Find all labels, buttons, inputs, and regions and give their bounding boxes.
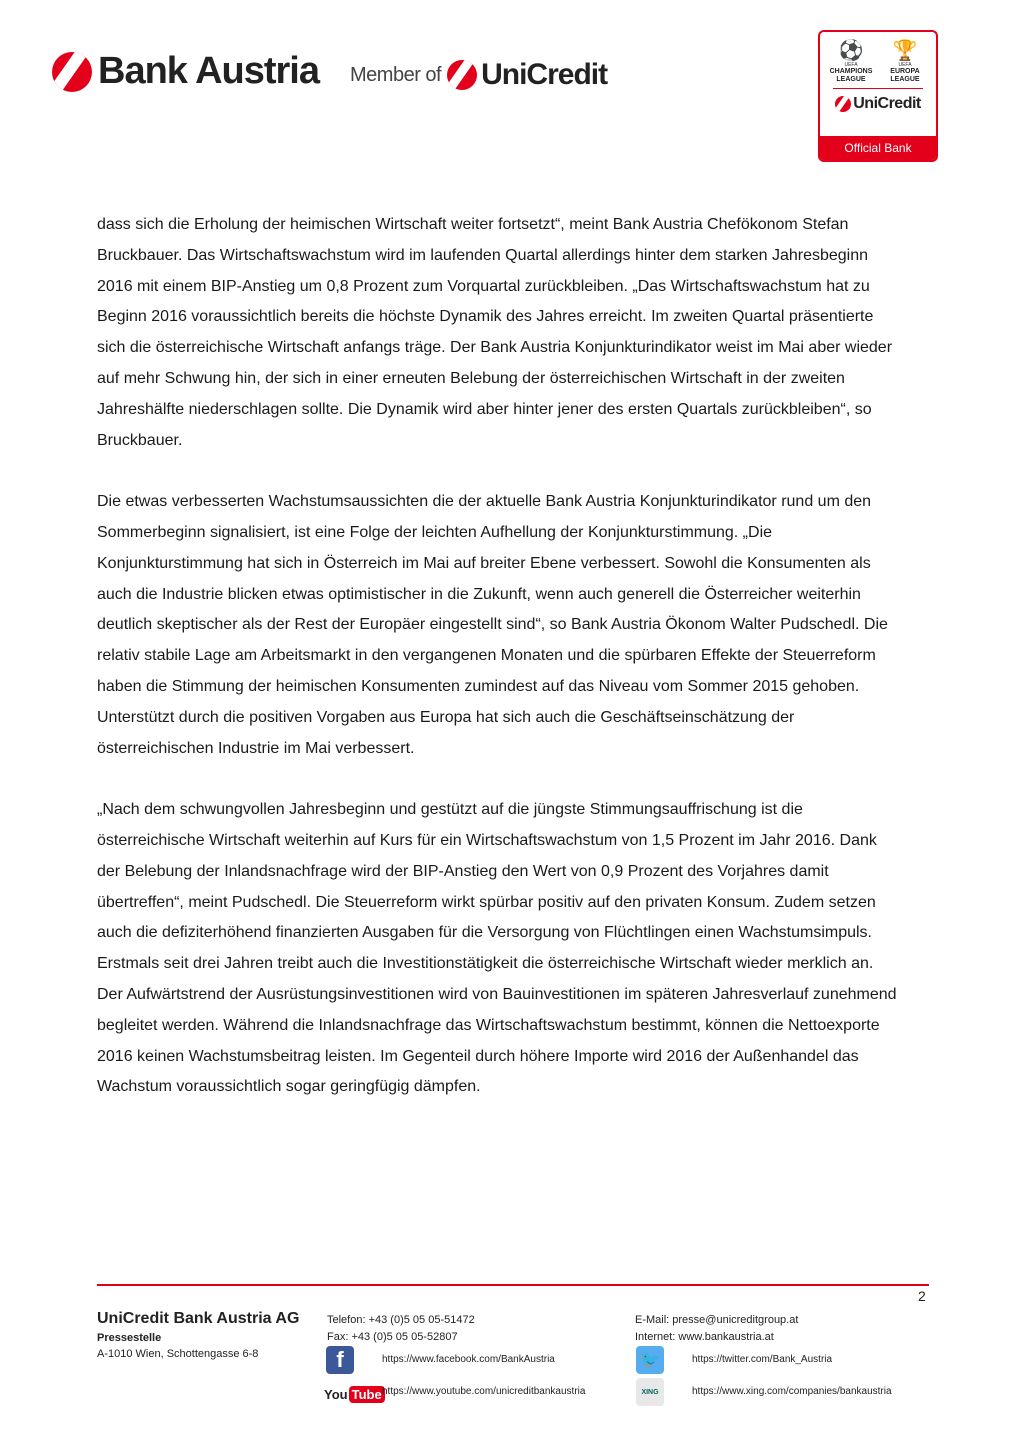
member-of-unicredit — [350, 58, 607, 92]
member-of-label: Member of — [350, 63, 442, 86]
xing-link[interactable]: https://www.xing.com/companies/bankaustria — [692, 1386, 892, 1397]
brand-name: Bank Austria — [98, 50, 319, 92]
badge-sponsor: UniCredit — [820, 95, 936, 113]
parent-brand-name: UniCredit — [481, 58, 608, 91]
footer-company: UniCredit Bank Austria AG — [97, 1310, 300, 1327]
paragraph: „Nach dem schwungvollen Jahresbeginn und gestützt auf die jüngste Stimmungsauffrischung ist die österreichische Wirtschaft weiterhin auf Kurs für ein Wirtschaftswachstum von 1,5 Prozent im Jahr 2016. Dank der Belebung der Inlandsnachfrage wird der BIP-Anstieg den Wert von 0,9 Prozent des Vorjahres damit übertreffen“, meint Pudschedl. Die Steuerreform wirkt spürbar positiv auf den privaten Konsum. Zudem setzen auch die defiziterhöhend finanzierten Ausgaben für die Versorgung von Flüchtlingen einen Wachstumsimpuls. Erstmals seit drei Jahren treibt auch die Investitionstätigkeit die österreichische Wirtschaft wieder merklich an. Der Aufwärtstrend der Ausrüstungsinvestitionen wird von Bauinvestitionen im späteren Jahresverlauf zunehmend begleitet werden. Während die Inlandsnachfrage das Wirtschaftswachstum bestimmt, können die Nettoexporte 2016 keinen Wachstumsbeitrag leisten. Im Gegenteil durch höhere Importe wird 2016 der Außenhandel das Wachstum voraussichtlich sogar geringfügig dämpfen. — [97, 801, 897, 1096]
twitter-link[interactable]: https://twitter.com/Bank_Austria — [692, 1354, 833, 1365]
footer-divider — [97, 1284, 929, 1286]
youtube-icon[interactable]: You Tube — [324, 1380, 374, 1408]
footer-address: A-1010 Wien, Schottengasse 6-8 — [97, 1348, 259, 1360]
starball-icon: ⚽ — [838, 40, 864, 62]
trophy-icon: 🏆 — [892, 40, 918, 62]
facebook-icon[interactable]: f — [326, 1346, 354, 1374]
footer-phone: Telefon: +43 (0)5 05 05-51472 — [327, 1314, 475, 1326]
europa-league-logo: 🏆 UEFA EUROPA LEAGUE — [890, 40, 920, 83]
footer-email[interactable]: E-Mail: presse@unicreditgroup.at — [635, 1314, 799, 1326]
unicredit-mark-icon — [447, 60, 477, 90]
official-bank-badge — [818, 30, 938, 162]
page-number: 2 — [918, 1288, 926, 1304]
footer-fax: Fax: +43 (0)5 05 05-52807 — [327, 1331, 458, 1343]
footer-department: Pressestelle — [97, 1332, 162, 1344]
facebook-link[interactable]: https://www.facebook.com/BankAustria — [382, 1354, 555, 1365]
badge-divider — [833, 88, 923, 89]
paragraph: dass sich die Erholung der heimischen Wirtschaft weiter fortsetzt“, meint Bank Austria Chefökonom Stefan Bruckbauer. Das Wirtschaftswachstum wird im laufenden Quartal allerdings hinter dem starken Jahresbeginn 2016 mit einem BIP-Anstieg um 0,8 Prozent zum Vorquartal zurückbleiben. „Das Wirtschaftswachstum hat zu Beginn 2016 voraussichtlich bereits die höchste Dynamik des Jahres erreicht. Im zweiten Quartal präsentierte sich die österreichische Wirtschaft anfangs träge. Der Bank Austria Konjunkturindikator weist im Mai aber wieder auf mehr Schwung hin, der sich in einer erneuten Belebung der österreichischen Wirtschaft in der zweiten Jahreshälfte niederschlagen sollte. Die Dynamik wird aber hinter jener des ersten Quartals zurückbleiben“, so Bruckbauer. — [97, 216, 893, 449]
unicredit-mark-icon — [835, 96, 851, 112]
champions-league-logo: ⚽ UEFA CHAMPIONS LEAGUE — [829, 40, 873, 83]
twitter-icon[interactable]: 🐦 — [636, 1346, 664, 1374]
paragraph: Die etwas verbesserten Wachstumsaussichten die der aktuelle Bank Austria Konjunkturindikator rund um den Sommerbeginn signalisiert, ist eine Folge der leichten Aufhellung der Konjunkturstimmung. „Die Konjunkturstimmung hat sich in Österreich im Mai auf breiter Ebene verbessert. Sowohl die Konsumenten als auch die Industrie blicken etwas optimistischer in die Zukunft, wenn auch generell die Österreicher weiterhin deutlich skeptischer als der Rest der Europäer eingestellt sind“, so Bank Austria Ökonom Walter Pudschedl. Die relativ stabile Lage am Arbeitsmarkt in den vergangenen Monaten und die spürbaren Effekte der Steuerreform haben die Stimmung der heimischen Konsumenten zumindest auf das Niveau vom Sommer 2015 gehoben. Unterstützt durch die positiven Vorgaben aus Europa hat sich auch die Geschäftseinschätzung der österreichischen Industrie im Mai verbessert. — [97, 493, 888, 757]
youtube-link[interactable]: https://www.youtube.com/unicreditbankaustria — [382, 1386, 586, 1397]
xing-icon[interactable]: XING — [636, 1378, 664, 1406]
official-bank-label: Official Bank — [820, 136, 936, 160]
bank-austria-logo — [52, 50, 319, 93]
unicredit-mark-icon — [52, 52, 92, 92]
footer-internet[interactable]: Internet: www.bankaustria.at — [635, 1331, 774, 1343]
press-release-body — [97, 210, 897, 1134]
